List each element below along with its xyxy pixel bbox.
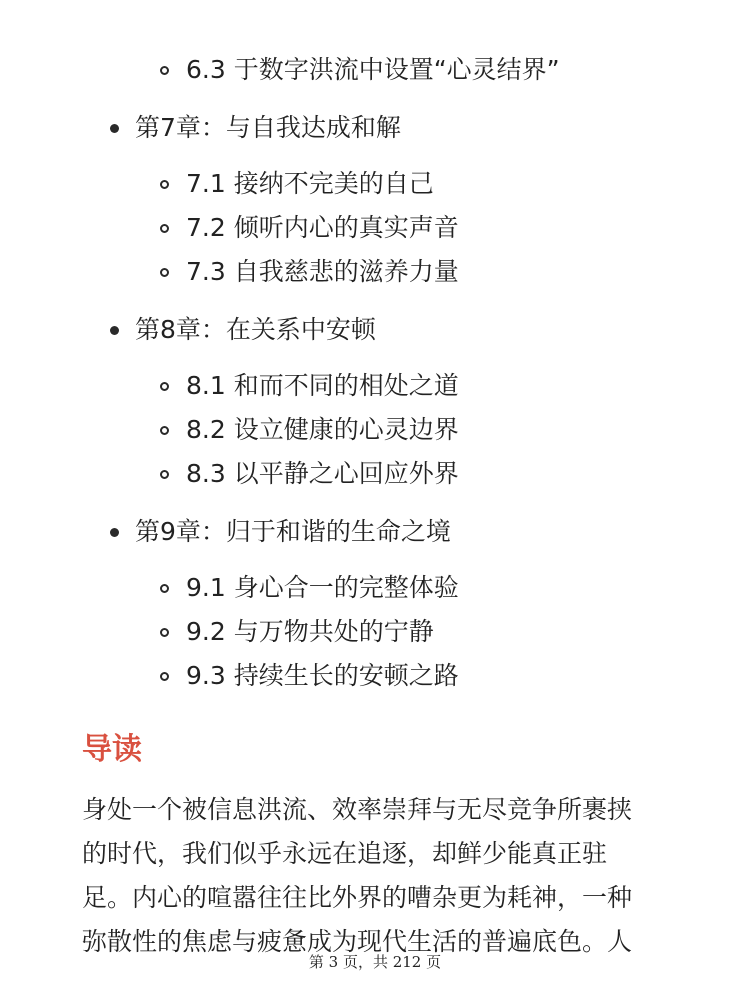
hollow-bullet-icon (160, 268, 169, 277)
hollow-bullet-icon (160, 66, 169, 75)
intro-heading: 导读 (82, 732, 142, 767)
hollow-bullet-icon (160, 672, 169, 681)
page-number-footer: 第 3 页，共 212 页 (308, 953, 442, 971)
intro-paragraph (82, 788, 672, 964)
toc-item-text: 9.2 与万物共处的宁静 (186, 617, 434, 646)
toc-item-text: 7.2 倾听内心的真实声音 (186, 213, 459, 242)
toc-section-8-3 (160, 454, 459, 494)
hollow-bullet-icon (160, 426, 169, 435)
toc-item-text: 8.3 以平静之心回应外界 (186, 459, 459, 488)
paragraph-line: 身处一个被信息洪流、效率崇拜与无尽竞争所裹挟 (82, 795, 633, 824)
toc-chapter-9 (110, 512, 451, 552)
toc-chapter-7 (110, 108, 401, 148)
toc-section-9-3 (160, 656, 459, 696)
filled-bullet-icon (110, 326, 119, 335)
toc-section-7-3 (160, 252, 459, 292)
toc-item-text: 7.1 接纳不完美的自己 (186, 169, 434, 198)
hollow-bullet-icon (160, 224, 169, 233)
toc-item-text: 第9章：归于和谐的生命之境 (135, 517, 451, 546)
toc-item-text: 第7章：与自我达成和解 (135, 113, 401, 142)
hollow-bullet-icon (160, 382, 169, 391)
toc-item-text: 第8章：在关系中安顿 (135, 315, 376, 344)
toc-item-text: 8.1 和而不同的相处之道 (186, 371, 459, 400)
filled-bullet-icon (110, 528, 119, 537)
toc-section-8-1 (160, 366, 459, 406)
toc-section-7-2 (160, 208, 459, 248)
toc-section-8-2 (160, 410, 459, 450)
paragraph-line: 弥散性的焦虑与疲惫成为现代生活的普遍底色。人 (82, 927, 633, 956)
toc-section-9-1 (160, 568, 459, 608)
toc-section-6-3 (160, 50, 560, 90)
toc-chapter-8 (110, 310, 376, 350)
hollow-bullet-icon (160, 584, 169, 593)
paragraph-line: 的时代，我们似乎永远在追逐，却鲜少能真正驻 (82, 839, 608, 868)
toc-section-9-2 (160, 612, 434, 652)
toc-section-7-1 (160, 164, 434, 204)
toc-item-text: 8.2 设立健康的心灵边界 (186, 415, 459, 444)
hollow-bullet-icon (160, 180, 169, 189)
toc-item-text: 6.3 于数字洪流中设置“心灵结界” (186, 55, 560, 84)
toc-item-text: 9.1 身心合一的完整体验 (186, 573, 459, 602)
filled-bullet-icon (110, 124, 119, 133)
hollow-bullet-icon (160, 470, 169, 479)
paragraph-line: 足。内心的喧嚣往往比外界的嘈杂更为耗神，一种 (82, 883, 633, 912)
toc-item-text: 9.3 持续生长的安顿之路 (186, 661, 459, 690)
hollow-bullet-icon (160, 628, 169, 637)
toc-item-text: 7.3 自我慈悲的滋养力量 (186, 257, 459, 286)
